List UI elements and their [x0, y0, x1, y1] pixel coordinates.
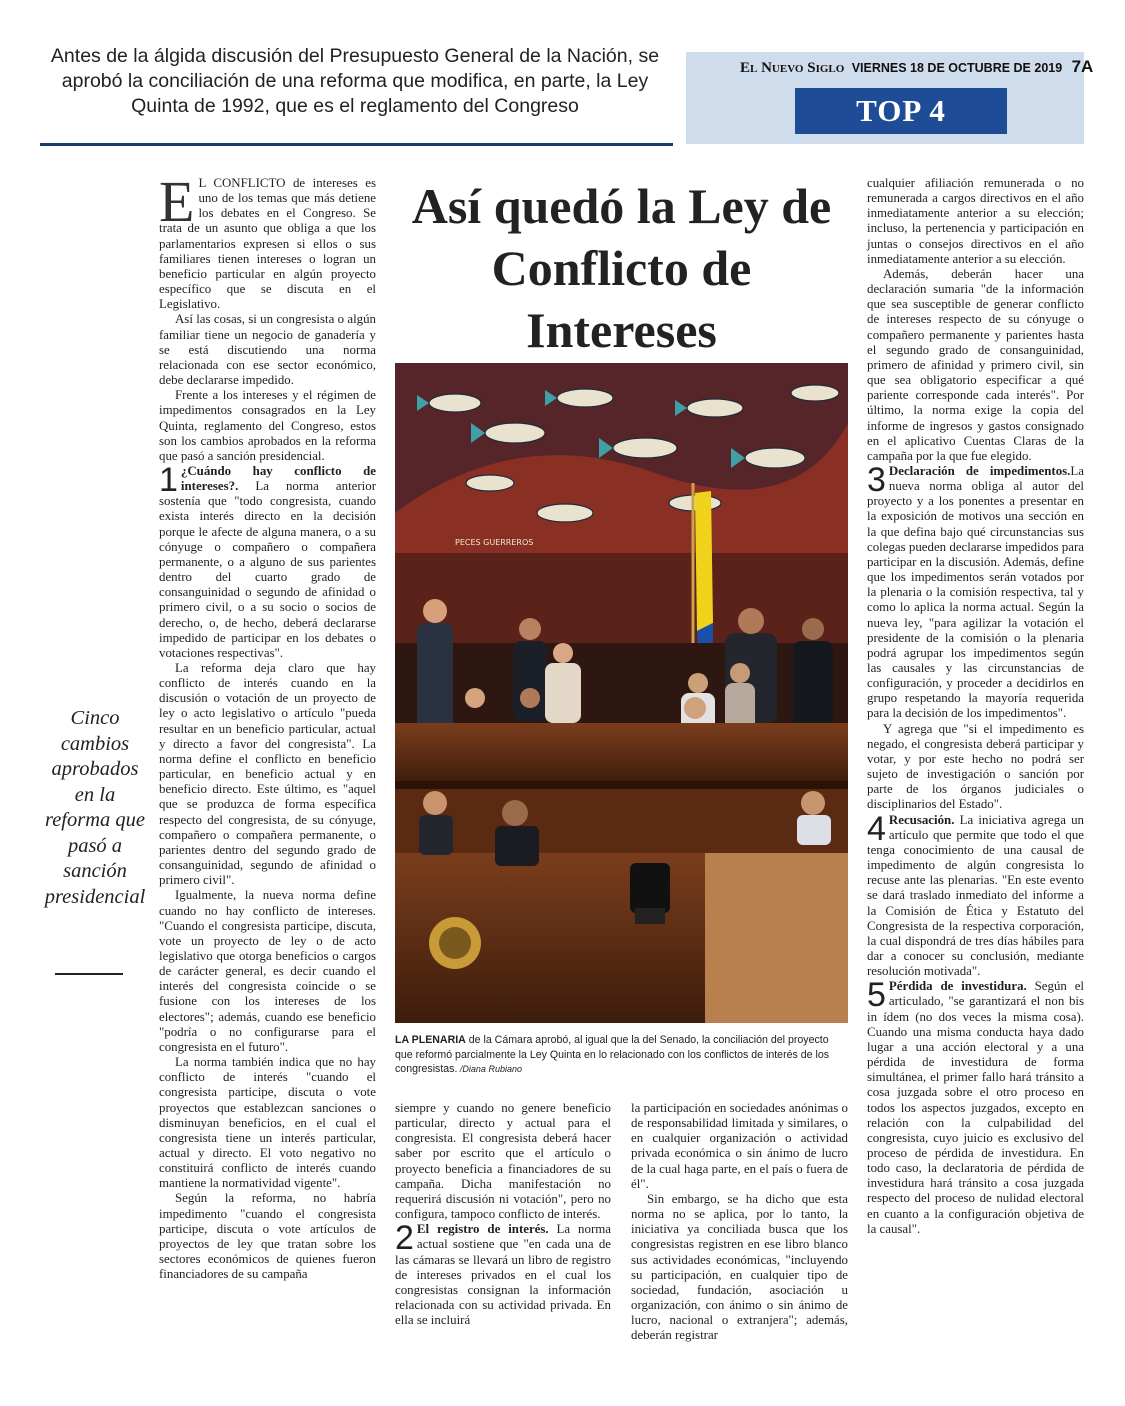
photo-credit: /Diana Rubiano	[457, 1064, 522, 1074]
pull-quote: Cinco cambios aprobados en la reforma que pasó a sanción presidencial	[44, 707, 146, 908]
pull-quote-rule	[55, 973, 123, 975]
drop-cap: E	[159, 169, 195, 234]
col1-paragraph: La norma también indica que no hay conflicto de interés "cuando el congresista participe, discuta o vote proyectos que establezcan sanciones o disminuyan beneficios, en el cual el congresista tiene un interés particular, actual y directo. El voto negativo no constituirá conflicto de interés cuando mantiene la normatividad vigente".	[159, 1055, 376, 1191]
col4-paragraph: Y agrega que "si el impedimento es negado, el congresista deberá participar y votar, y por este hecho no podrá ser sujeto de investigación o sanción por parte de los órganos judiciales o disciplinarios del Estado".	[867, 721, 1084, 812]
col1-paragraph: Igualmente, la nueva norma define cuando no hay conflicto de intereses. "Cuando el congresista participe, discuta, vote un proyecto de ley o de acto legislativo que otorga beneficios o cargos de carácter general, es decir cuando el interés del congresista coincide o se fusione con los intereses de los electores"; además, cuando ese beneficio "podría o no configurarse para el congresista en el futuro".	[159, 888, 376, 1054]
deck-divider	[40, 143, 673, 146]
item-number: 2	[395, 1219, 414, 1258]
col1-paragraph: Según la reforma, no habría impedimento "cuando el congresista participe, discuta o vote artículos de proyectos de ley que tratan sobre los sectores económicos de quienes fueron financiadores de su campaña	[159, 1191, 376, 1282]
column-4	[867, 176, 1084, 1237]
headline: Así quedó la Ley de Conflicto de Intereses	[411, 178, 832, 358]
caption-text: de la Cámara aprobó, al igual que la del Senado, la conciliación del proyecto que reformó parcialmente la Ley Quinta en lo relacionado con los conflictos de interés de los congresistas.	[395, 1034, 830, 1075]
photo-caption	[395, 1033, 848, 1077]
item-heading: Declaración de impedimentos.	[888, 463, 1071, 478]
col1-paragraph: La norma anterior sostenía que "todo congresista, cuando exista interés directo en la decisión porque le afecte de alguna manera, o a su cónyuge o compañero o compañera permanente, o a alguno de sus parientes dentro del cuarto grado de consanguinidad o segundo de afinidad o primero civil, o a su socio o socios de derecho, o, de hecho, deberá declararse impedido de participar en los debates o votaciones respectivas".	[159, 479, 376, 660]
article-deck: Antes de la álgida discusión del Presupuesto General de la Nación, se aprobó la conciliación de una reforma que modifica, en parte, la Ley Quinta de 1992, que es el reglamento del Congreso	[50, 45, 660, 117]
item-heading: El registro de interés.	[416, 1222, 549, 1237]
item-number: 4	[867, 809, 886, 848]
item-number: 1	[159, 460, 178, 499]
col4-paragraph: Además, deberán hacer una declaración sumaria "de la información que sea susceptible de generar conflicto de intereses respecto de su cónyuge o compañero permanente y parientes hasta el segundo grado de consanguinidad, primero de afinidad y primero civil, sin que sea obligatorio especificar a qué pariente corresponde cada interés". Por último, la norma exige la copia del informe de ingresos y gastos consignado en el aplicativo Cuentas Claras de la campaña por la que fue elegido.	[867, 266, 1084, 463]
newspaper-name: El Nuevo Siglo	[740, 60, 845, 76]
col2-paragraph: La norma actual sostiene que "en cada una de las cámaras se llevará un libro de registro de intereses privados en el cual los congresistas consignan la información relacionada con su actividad privada. En ella se incluirá	[395, 1222, 611, 1328]
col2-paragraph: siempre y cuando no genere beneficio particular, directo y actual para el congresista. El congresista deberá hacer saber por escrito que el artículo o proyecto beneficia a financiadores de su campaña. Dicha manifestación no requerirá discusión ni votación", pero no configura, tampoco conflicto de interés.	[395, 1101, 611, 1222]
issue-date: VIERNES 18 DE OCTUBRE DE 2019	[851, 61, 1063, 75]
col3-paragraph: la participación en sociedades anónimas o de responsabilidad limitada y similares, o en cualquier organización o actividad privada económica o sin ánimo de lucro de la cual haga parte, en el país o fuera de él".	[631, 1101, 848, 1191]
plenary-photo	[395, 363, 848, 1023]
column-2	[395, 1101, 611, 1328]
page-number: 7A	[1071, 57, 1094, 76]
section-tag: TOP 4	[795, 88, 1007, 134]
col1-paragraph: Frente a los intereses y el régimen de impedimentos consagrados en la Ley Quinta, reglamento del Congreso, estos son los cambios aprobados en la reforma que pasó a sanción presidencial.	[159, 388, 376, 463]
col3-paragraph: Sin embargo, se ha dicho que esta norma no se aplica, por lo tanto, la iniciativa ya conciliada busca que los congresistas registren en ese libro blanco sus actividades económicas, "incluyendo su participación, en cualquier tipo de sociedad, fundación, asociación u organización, con ánimo o sin ánimo de lucro, nacional o extranjera"; además, deberán registrar	[631, 1191, 848, 1343]
item-heading: ¿Cuándo hay conflicto de intereses?.	[180, 463, 376, 494]
col1-paragraph: L CONFLICTO de intereses es uno de los temas que más detiene los debates en el Congreso. Se trata de un asunto que obliga a que los parlamentarios expresen si ellos o sus familiares tienen intereses o logran un beneficio particular en algún proyecto específico que se discuta en el Legislativo.	[159, 176, 376, 312]
masthead	[740, 57, 1094, 77]
item-heading: Pérdida de investidura.	[888, 979, 1027, 994]
col1-paragraph: Así las cosas, si un congresista o algún familiar tiene un negocio de ganadería y se está discutiendo una norma relacionada con ese sector económico, debe declararse impedido.	[159, 312, 376, 388]
item-number: 3	[867, 460, 886, 499]
col1-paragraph: La reforma deja claro que hay conflicto de interés cuando en la discusión o votación de un proyecto de ley o acto legislativo o artículo "pueda resultar en un beneficio particular, actual y directo a favor del congresista". La norma define el conflicto en beneficio particular, en beneficio actual y en beneficio directo. Este último, es "aquel que se produzca de forma específica respecto del congresista, de su cónyuge, compañero o compañera permanente, o parientes dentro del segundo grado de consanguinidad, segundo de afinidad o primero civil".	[159, 661, 376, 888]
item-heading: Recusación.	[888, 812, 955, 827]
column-1	[159, 169, 376, 1282]
col4-paragraph: La nueva norma obliga al autor del proyecto y a los ponentes a presentar en la exposición de motivos una sección en la que defina bajo qué circunstancias sus colegas pueden declararse impedidos para participar en la discusión. Además, define que los impedimentos serán votados por la plenaria o la comisión respectiva, tal y como lo aplica la norma actual. Según la nueva ley, "para agilizar la votación el presidente de la comisión o la plenaria podrá agrupar los impedimentos según las causales y las circunstancias de configuración, y proceder a decidirlos en grupo respetando la mayoría requerida para la decisión de los impedimentos".	[867, 463, 1084, 721]
caption-lead: LA PLENARIA	[395, 1034, 466, 1046]
col4-paragraph: Según el articulado, "se garantizará el non bis in ídem (no dos veces la misma cosa). Cuando una misma conducta haya dado lugar a una acción electoral y a una pérdida de investidura de forma simultánea, el primer fallo hará tránsito a cosa juzgada sobre el otro proceso en todos los aspectos juzgados, excepto en relación con la culpabilidad del congresista, cuyo juicio es exclusivo del proceso de pérdida de investidura. En todo caso, la declaratoria de pérdida de investidura hará tránsito a cosa juzgada respecto del proceso de nulidad electoral en cuanto a la configuración objetiva de la causal".	[867, 979, 1084, 1236]
item-number: 5	[867, 976, 886, 1015]
col4-paragraph: cualquier afiliación remunerada o no remunerada a cargos directivos en el año inmediatamente anterior a su elección; incluso, la pertenencia y participación en juntas o consejos directivos en el año inmediatamente anterior a su elección.	[867, 176, 1084, 266]
col4-paragraph: La iniciativa agrega un artículo que permite que todo el que tenga conocimiento de una causal de impedimento de algún congresista lo recuse ante las plenarias. "En este evento se dará traslado inmediato del informe a la Comisión de Ética y Estatuto del Congresista de la respectiva corporación, la cual dispondrá de tres días hábiles para dar a conocer su conclusión, mediante resolución motivada".	[867, 812, 1084, 979]
svg-text:PECES GUERREROS: PECES GUERREROS	[455, 538, 534, 547]
column-3	[631, 1101, 848, 1344]
